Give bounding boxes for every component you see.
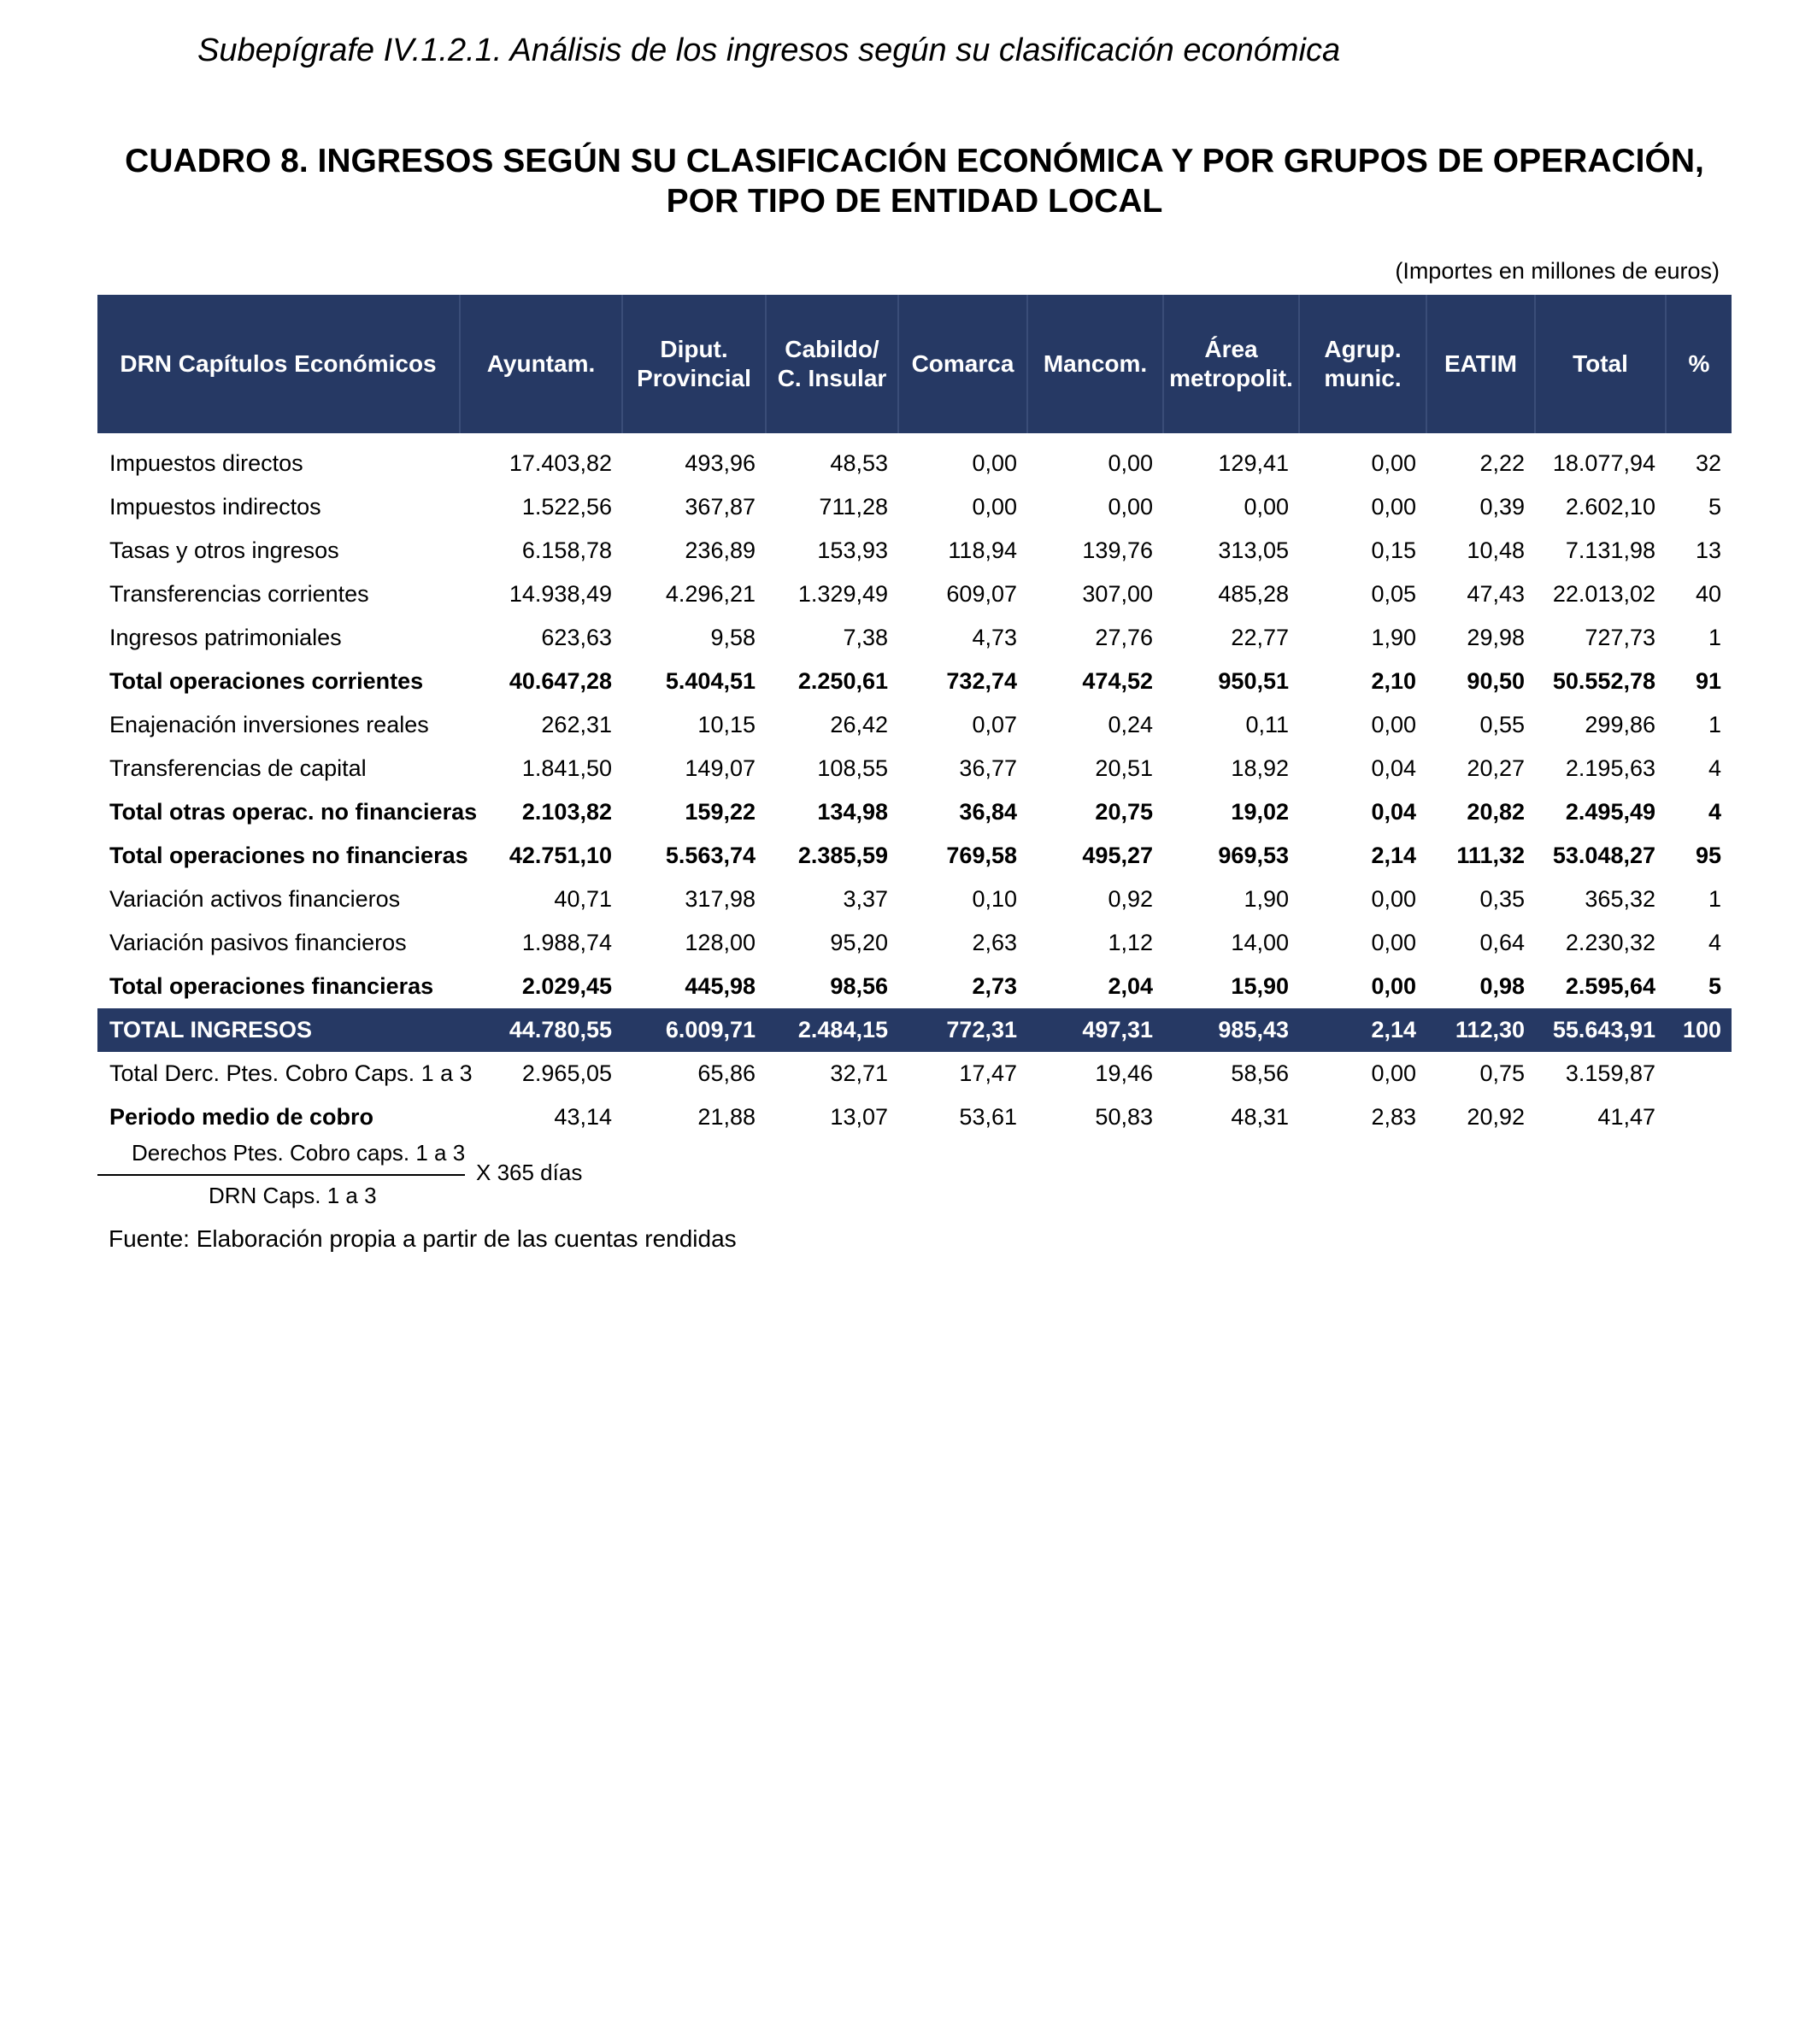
table-cell: 2.495,49 bbox=[1565, 799, 1655, 825]
table-cell: 0,98 bbox=[1479, 973, 1525, 999]
table-cell: 0,00 bbox=[1108, 450, 1153, 476]
table-cell: 1,90 bbox=[1244, 886, 1289, 912]
table-cell: 27,76 bbox=[1095, 625, 1153, 650]
table-cell: 19,02 bbox=[1231, 799, 1289, 825]
table-cell: 4.296,21 bbox=[665, 581, 756, 607]
table-cell: 50,83 bbox=[1095, 1104, 1153, 1130]
table-cell: 13,07 bbox=[830, 1104, 888, 1130]
table-cell: 2.965,05 bbox=[521, 1060, 612, 1086]
table-cell: 26,42 bbox=[830, 712, 888, 737]
table-cell: 1.988,74 bbox=[521, 930, 612, 955]
table-row bbox=[97, 485, 1732, 529]
table-cell: 0,75 bbox=[1479, 1060, 1525, 1086]
table-cell: 53.048,27 bbox=[1552, 843, 1655, 868]
table-cell: 1 bbox=[1708, 712, 1721, 737]
table-cell: 3,37 bbox=[843, 886, 888, 912]
table-cell: 950,51 bbox=[1218, 668, 1289, 694]
table-cell: 495,27 bbox=[1082, 843, 1153, 868]
table-row bbox=[97, 616, 1732, 660]
row-label: Periodo medio de cobro bbox=[109, 1104, 374, 1130]
table-cell: 0,00 bbox=[1244, 494, 1289, 520]
table-cell: 0,04 bbox=[1371, 755, 1416, 781]
table-cell: 1 bbox=[1708, 625, 1721, 650]
column-header bbox=[622, 295, 766, 433]
table-row bbox=[97, 703, 1732, 747]
table-row bbox=[97, 573, 1732, 616]
table-cell: 4 bbox=[1708, 930, 1721, 955]
table-cell: 128,00 bbox=[685, 930, 756, 955]
row-label: Tasas y otros ingresos bbox=[109, 537, 339, 563]
table-cell: 0,55 bbox=[1479, 712, 1525, 737]
column-header-line: Área bbox=[1204, 336, 1258, 362]
table-cell: 2,04 bbox=[1108, 973, 1153, 999]
table-cell: 0,04 bbox=[1371, 799, 1416, 825]
table-body bbox=[97, 433, 1732, 1139]
table-cell: 22,77 bbox=[1231, 625, 1289, 650]
table-cell: 17.403,82 bbox=[509, 450, 612, 476]
table-cell: 0,00 bbox=[1108, 494, 1153, 520]
table-cell: 111,32 bbox=[1456, 843, 1525, 868]
table-cell: 40 bbox=[1695, 581, 1721, 607]
table-row bbox=[97, 878, 1732, 921]
table-row bbox=[97, 433, 1732, 485]
table-cell: 36,84 bbox=[959, 799, 1017, 825]
table-cell: 21,88 bbox=[697, 1104, 756, 1130]
table-cell: 65,86 bbox=[697, 1060, 756, 1086]
table-cell: 134,98 bbox=[817, 799, 888, 825]
table-cell: 493,96 bbox=[685, 450, 756, 476]
table-cell: 2.385,59 bbox=[797, 843, 888, 868]
table-cell: 2.103,82 bbox=[521, 799, 612, 825]
table-cell: 0,11 bbox=[1245, 712, 1289, 737]
table-cell: 2.230,32 bbox=[1565, 930, 1655, 955]
table-cell: 55.643,91 bbox=[1535, 1008, 1666, 1052]
table-cell: 0,00 bbox=[1371, 494, 1416, 520]
table-cell: 0,00 bbox=[972, 450, 1017, 476]
column-header bbox=[1666, 295, 1732, 433]
table-cell: 367,87 bbox=[685, 494, 756, 520]
formula-multiplier: X 365 días bbox=[476, 1160, 583, 1185]
column-header-line: metropolit. bbox=[1169, 365, 1293, 391]
table-cell: 19,46 bbox=[1095, 1060, 1153, 1086]
table-cell: 112,30 bbox=[1426, 1008, 1535, 1052]
table-cell: 2.484,15 bbox=[766, 1008, 898, 1052]
table-cell: 2,22 bbox=[1479, 450, 1525, 476]
table-cell: 1,90 bbox=[1371, 625, 1416, 650]
table-cell: 20,51 bbox=[1095, 755, 1153, 781]
table-cell: 48,53 bbox=[830, 450, 888, 476]
column-header-line: C. Insular bbox=[777, 365, 887, 391]
table-cell: 18.077,94 bbox=[1552, 450, 1655, 476]
table-cell: 36,77 bbox=[959, 755, 1017, 781]
table-cell bbox=[1666, 1095, 1732, 1139]
column-header bbox=[1027, 295, 1163, 433]
table-cell: 299,86 bbox=[1585, 712, 1655, 737]
table-row bbox=[97, 747, 1732, 790]
column-header bbox=[1299, 295, 1426, 433]
table-cell: 98,56 bbox=[830, 973, 888, 999]
table-cell: 497,31 bbox=[1027, 1008, 1163, 1052]
table-cell: 14.938,49 bbox=[509, 581, 612, 607]
table-cell: 969,53 bbox=[1218, 843, 1289, 868]
table-cell: 91 bbox=[1695, 668, 1721, 694]
table-cell: 609,07 bbox=[946, 581, 1017, 607]
table-row bbox=[97, 965, 1732, 1008]
table-header-row bbox=[97, 295, 1732, 433]
table-cell: 139,76 bbox=[1082, 537, 1153, 563]
column-header-line: Total bbox=[1573, 350, 1628, 377]
formula-numerator: Derechos Ptes. Cobro caps. 1 a 3 bbox=[132, 1140, 466, 1166]
table-cell: 10,48 bbox=[1467, 537, 1525, 563]
column-header-line: Mancom. bbox=[1043, 350, 1148, 377]
table-cell: 95,20 bbox=[830, 930, 888, 955]
row-label: Total operaciones corrientes bbox=[109, 668, 424, 694]
table-row bbox=[97, 921, 1732, 965]
table-cell: 2,63 bbox=[972, 930, 1017, 955]
table-cell: 47,43 bbox=[1467, 581, 1525, 607]
formula-fraction-line bbox=[97, 1174, 465, 1176]
table-cell: 0,05 bbox=[1371, 581, 1416, 607]
table-cell: 41,47 bbox=[1597, 1104, 1655, 1130]
table-cell: 0,00 bbox=[1371, 712, 1416, 737]
table-cell: 0,00 bbox=[1371, 930, 1416, 955]
column-header-line: Agrup. bbox=[1324, 336, 1402, 362]
table-cell: 0,07 bbox=[972, 712, 1017, 737]
table-cell: 2,83 bbox=[1371, 1104, 1416, 1130]
table-cell: 0,35 bbox=[1479, 886, 1525, 912]
column-header bbox=[1163, 295, 1299, 433]
column-header-line: Diput. bbox=[660, 336, 728, 362]
table-cell: 365,32 bbox=[1585, 886, 1655, 912]
table-cell: 32,71 bbox=[830, 1060, 888, 1086]
table-cell: 44.780,55 bbox=[460, 1008, 622, 1052]
table-cell: 20,27 bbox=[1467, 755, 1525, 781]
table-cell: 100 bbox=[1666, 1008, 1732, 1052]
table-cell: 129,41 bbox=[1218, 450, 1289, 476]
table-title bbox=[97, 141, 1732, 221]
table-cell: 29,98 bbox=[1467, 625, 1525, 650]
total-row bbox=[97, 1008, 1732, 1052]
table-cell: 0,00 bbox=[1371, 450, 1416, 476]
row-label: Variación pasivos financieros bbox=[109, 930, 407, 955]
table-cell: 43,14 bbox=[554, 1104, 612, 1130]
table-cell: 623,63 bbox=[541, 625, 612, 650]
table-cell: 0,00 bbox=[1371, 973, 1416, 999]
table-row bbox=[97, 529, 1732, 573]
table-cell: 7,38 bbox=[843, 625, 888, 650]
table-cell: 9,58 bbox=[710, 625, 756, 650]
table-cell: 307,00 bbox=[1082, 581, 1153, 607]
table-cell: 108,55 bbox=[817, 755, 888, 781]
table-cell: 1.522,56 bbox=[521, 494, 612, 520]
row-label: Total operaciones financieras bbox=[109, 973, 434, 999]
table-cell: 10,15 bbox=[697, 712, 756, 737]
table-cell: 0,00 bbox=[1371, 886, 1416, 912]
column-header-line: Cabildo/ bbox=[785, 336, 879, 362]
table-cell: 153,93 bbox=[817, 537, 888, 563]
table-cell: 4 bbox=[1708, 799, 1721, 825]
table-cell: 0,92 bbox=[1108, 886, 1153, 912]
table-cell: 53,61 bbox=[959, 1104, 1017, 1130]
table-cell: 1,12 bbox=[1108, 930, 1153, 955]
table-cell: 262,31 bbox=[541, 712, 612, 737]
table-cell: 772,31 bbox=[898, 1008, 1027, 1052]
table-cell: 732,74 bbox=[946, 668, 1017, 694]
table-cell: 727,73 bbox=[1585, 625, 1655, 650]
row-label: Enajenación inversiones reales bbox=[109, 712, 429, 737]
table-cell: 95 bbox=[1695, 843, 1721, 868]
column-header-line: Comarca bbox=[911, 350, 1014, 377]
table-cell: 474,52 bbox=[1082, 668, 1153, 694]
table-cell: 0,00 bbox=[1371, 1060, 1416, 1086]
table-row bbox=[97, 834, 1732, 878]
row-label: Impuestos directos bbox=[109, 450, 303, 476]
column-header-line: Provincial bbox=[637, 365, 751, 391]
row-label: Transferencias corrientes bbox=[109, 581, 369, 607]
table-cell: 4,73 bbox=[972, 625, 1017, 650]
table-cell: 40.647,28 bbox=[509, 668, 612, 694]
table-cell: 13 bbox=[1695, 537, 1721, 563]
table-cell: 0,15 bbox=[1371, 537, 1416, 563]
table-cell: 2,14 bbox=[1299, 1008, 1426, 1052]
row-label: TOTAL INGRESOS bbox=[97, 1008, 460, 1052]
formula-denominator: DRN Caps. 1 a 3 bbox=[209, 1183, 377, 1208]
table-cell: 6.158,78 bbox=[521, 537, 612, 563]
table-cell: 40,71 bbox=[554, 886, 612, 912]
table-row bbox=[97, 790, 1732, 834]
table-cell: 445,98 bbox=[685, 973, 756, 999]
table-cell: 18,92 bbox=[1231, 755, 1289, 781]
table-cell: 485,28 bbox=[1218, 581, 1289, 607]
table-cell: 50.552,78 bbox=[1552, 668, 1655, 694]
table-cell: 20,92 bbox=[1467, 1104, 1525, 1130]
table-cell: 2.029,45 bbox=[521, 973, 612, 999]
table-cell: 0,64 bbox=[1479, 930, 1525, 955]
row-label: Impuestos indirectos bbox=[109, 494, 321, 520]
table-cell: 42.751,10 bbox=[509, 843, 612, 868]
table-cell: 2,10 bbox=[1371, 668, 1416, 694]
table-cell: 1 bbox=[1708, 886, 1721, 912]
table-cell: 5.404,51 bbox=[665, 668, 756, 694]
column-header bbox=[1426, 295, 1535, 433]
units-note: (Importes en millones de euros) bbox=[1395, 258, 1720, 284]
table-cell: 0,39 bbox=[1479, 494, 1525, 520]
column-header-line: munic. bbox=[1324, 365, 1402, 391]
table-cell: 5 bbox=[1708, 973, 1721, 999]
table-cell: 313,05 bbox=[1218, 537, 1289, 563]
table-cell: 5 bbox=[1708, 494, 1721, 520]
table-cell: 4 bbox=[1708, 755, 1721, 781]
table-cell: 159,22 bbox=[685, 799, 756, 825]
table-cell: 2.595,64 bbox=[1565, 973, 1655, 999]
column-header bbox=[1535, 295, 1666, 433]
table-cell: 17,47 bbox=[959, 1060, 1017, 1086]
table-cell bbox=[1666, 1052, 1732, 1095]
table-cell: 22.013,02 bbox=[1552, 581, 1655, 607]
table-cell: 90,50 bbox=[1467, 668, 1525, 694]
column-header bbox=[766, 295, 898, 433]
table-cell: 2,14 bbox=[1371, 843, 1416, 868]
row-label: Total otras operac. no financieras bbox=[109, 799, 478, 825]
table-cell: 0,00 bbox=[972, 494, 1017, 520]
table-cell: 5.563,74 bbox=[665, 843, 756, 868]
table-cell: 711,28 bbox=[819, 494, 888, 520]
table-cell: 985,43 bbox=[1163, 1008, 1299, 1052]
table-cell: 0,24 bbox=[1108, 712, 1153, 737]
table-cell: 2,73 bbox=[972, 973, 1017, 999]
row-label: Ingresos patrimoniales bbox=[109, 625, 342, 650]
source-note: Fuente: Elaboración propia a partir de las cuentas rendidas bbox=[109, 1225, 737, 1252]
table-cell: 20,82 bbox=[1467, 799, 1525, 825]
table-cell: 769,58 bbox=[946, 843, 1017, 868]
row-label: Total Derc. Ptes. Cobro Caps. 1 a 3 bbox=[109, 1060, 473, 1086]
table-cell: 0,10 bbox=[972, 886, 1017, 912]
table-row bbox=[97, 1095, 1732, 1139]
table-row bbox=[97, 1052, 1732, 1095]
table-cell: 118,94 bbox=[948, 537, 1017, 563]
column-header bbox=[460, 295, 622, 433]
table-cell: 6.009,71 bbox=[622, 1008, 766, 1052]
table-cell: 3.159,87 bbox=[1565, 1060, 1655, 1086]
table-cell: 149,07 bbox=[685, 755, 756, 781]
column-header-line: DRN Capítulos Económicos bbox=[120, 350, 437, 377]
row-label: Transferencias de capital bbox=[109, 755, 367, 781]
table-cell: 2.195,63 bbox=[1565, 755, 1655, 781]
column-header bbox=[898, 295, 1027, 433]
title-line-1: CUADRO 8. INGRESOS SEGÚN SU CLASIFICACIÓN ECONÓMICA Y POR GRUPOS DE OPERACIÓN, bbox=[125, 143, 1704, 179]
table-cell: 20,75 bbox=[1095, 799, 1153, 825]
table-row bbox=[97, 660, 1732, 703]
table-cell: 7.131,98 bbox=[1565, 537, 1655, 563]
table-cell: 1.329,49 bbox=[797, 581, 888, 607]
table-cell: 48,31 bbox=[1231, 1104, 1289, 1130]
table-cell: 58,56 bbox=[1231, 1060, 1289, 1086]
row-label: Variación activos financieros bbox=[109, 886, 401, 912]
table-cell: 236,89 bbox=[685, 537, 756, 563]
income-table bbox=[97, 295, 1732, 1139]
table-cell: 1.841,50 bbox=[521, 755, 612, 781]
column-header-line: Ayuntam. bbox=[486, 350, 596, 377]
title-line-2: POR TIPO DE ENTIDAD LOCAL bbox=[666, 183, 1163, 220]
column-header bbox=[97, 295, 460, 433]
table-cell: 14,00 bbox=[1231, 930, 1289, 955]
column-header-line: % bbox=[1688, 350, 1710, 377]
row-label: Total operaciones no financieras bbox=[109, 843, 468, 868]
column-header-line: EATIM bbox=[1444, 350, 1518, 377]
table-cell: 2.602,10 bbox=[1565, 494, 1655, 520]
table-cell: 15,90 bbox=[1231, 973, 1289, 999]
section-subtitle: Subepígrafe IV.1.2.1. Análisis de los ingresos según su clasificación económica bbox=[197, 32, 1341, 68]
table-cell: 317,98 bbox=[685, 886, 756, 912]
table-cell: 2.250,61 bbox=[797, 668, 888, 694]
table-cell: 32 bbox=[1695, 450, 1721, 476]
